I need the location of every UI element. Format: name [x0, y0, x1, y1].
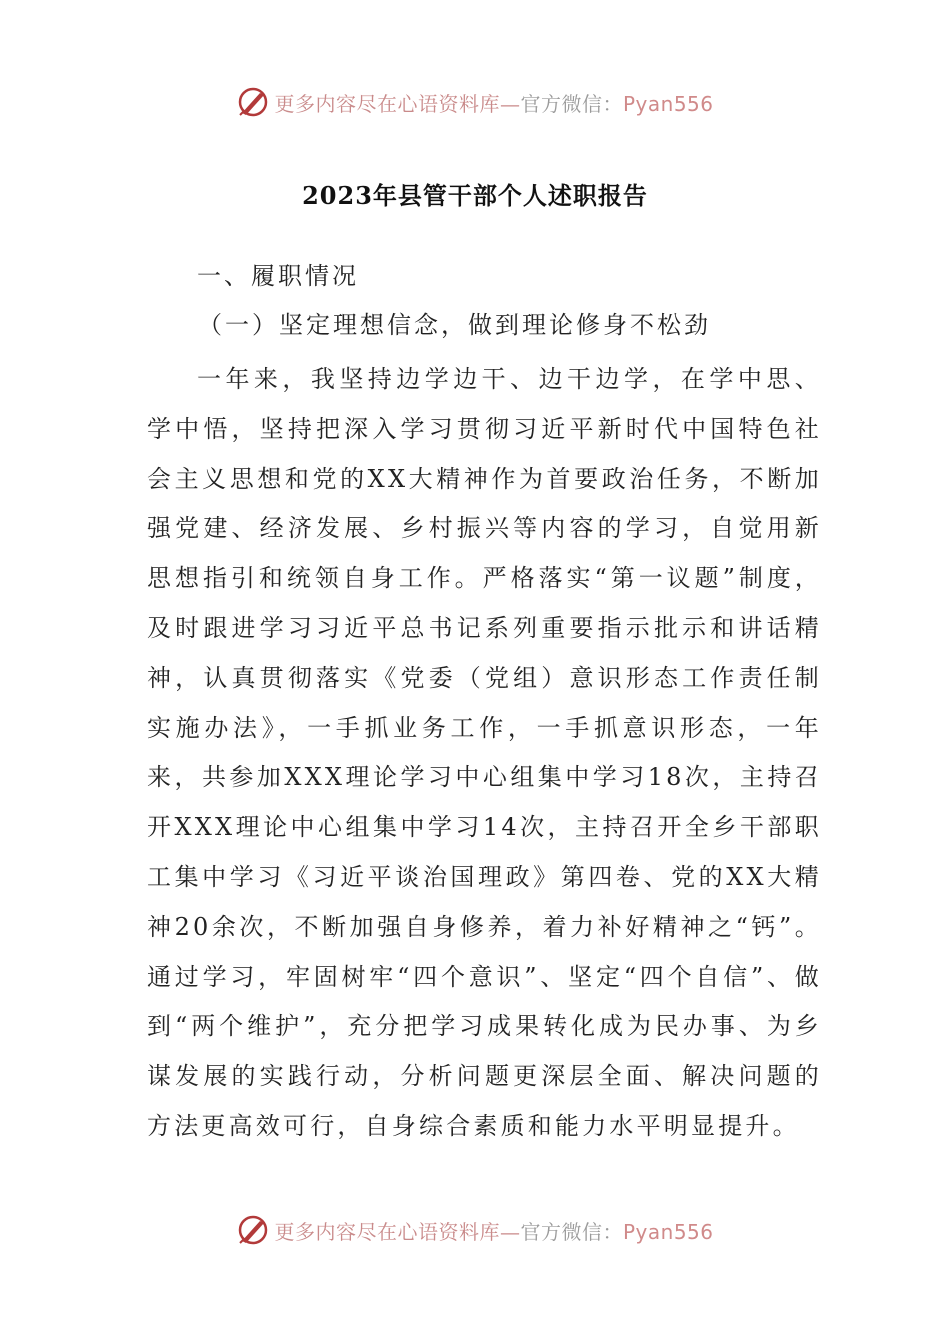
banner-dash: —: [499, 91, 521, 116]
pen-logo-icon: [236, 1213, 270, 1247]
footer-banner: [0, 1210, 950, 1250]
banner-site-text: 更多内容尽在心语资料库: [274, 91, 500, 116]
banner-wechat-label: 官方微信：: [520, 1219, 623, 1244]
body-paragraph: 一年来，我坚持边学边干、边干边学，在学中思、学中悟，坚持把深入学习贯彻习近平新时代中国特色社会主义思想和党的XX大精神作为首要政治任务，不断加强党建、经济发展、乡村振兴等内容的学习，自觉用新思想指引和统领自身工作。严格落实“第一议题”制度，及时跟进学习习近平总书记系列重要指示批示和讲话精神，认真贯彻落实《党委（党组）意识形态工作责任制实施办法》，一手抓业务工作，一手抓意识形态，一年来，共参加XXX理论学习中心组集中学习18次，主持召开XXX理论中心组集中学习14次，主持召开全乡干部职工集中学习《习近平谈治国理政》第四卷、党的XX大精神20余次，不断加强自身修养，着力补好精神之“钙”。通过学习，牢固树牢“四个意识”、坚定“四个自信”、做到“两个维护”，充分把学习成果转化成为民办事、为乡谋发展的实践行动，分析问题更深层全面、解决问题的方法更高效可行，自身综合素质和能力水平明显提升。: [147, 365, 822, 1140]
section-heading: 一、履职情况: [197, 262, 359, 290]
banner-dash: —: [499, 1219, 521, 1244]
document-title: 2023年县管干部个人述职报告: [302, 181, 648, 210]
subsection-heading: （一）坚定理想信念，做到理论修身不松劲: [198, 311, 711, 339]
header-banner: [0, 82, 950, 122]
banner-text: [274, 88, 713, 117]
banner-wechat-label: 官方微信：: [520, 91, 623, 116]
pen-logo-icon: [236, 85, 270, 119]
banner-wechat-id: Pyan556: [622, 1219, 714, 1244]
banner-text: [274, 1216, 713, 1245]
banner-wechat-id: Pyan556: [622, 91, 714, 116]
banner-site-text: 更多内容尽在心语资料库: [274, 1219, 500, 1244]
